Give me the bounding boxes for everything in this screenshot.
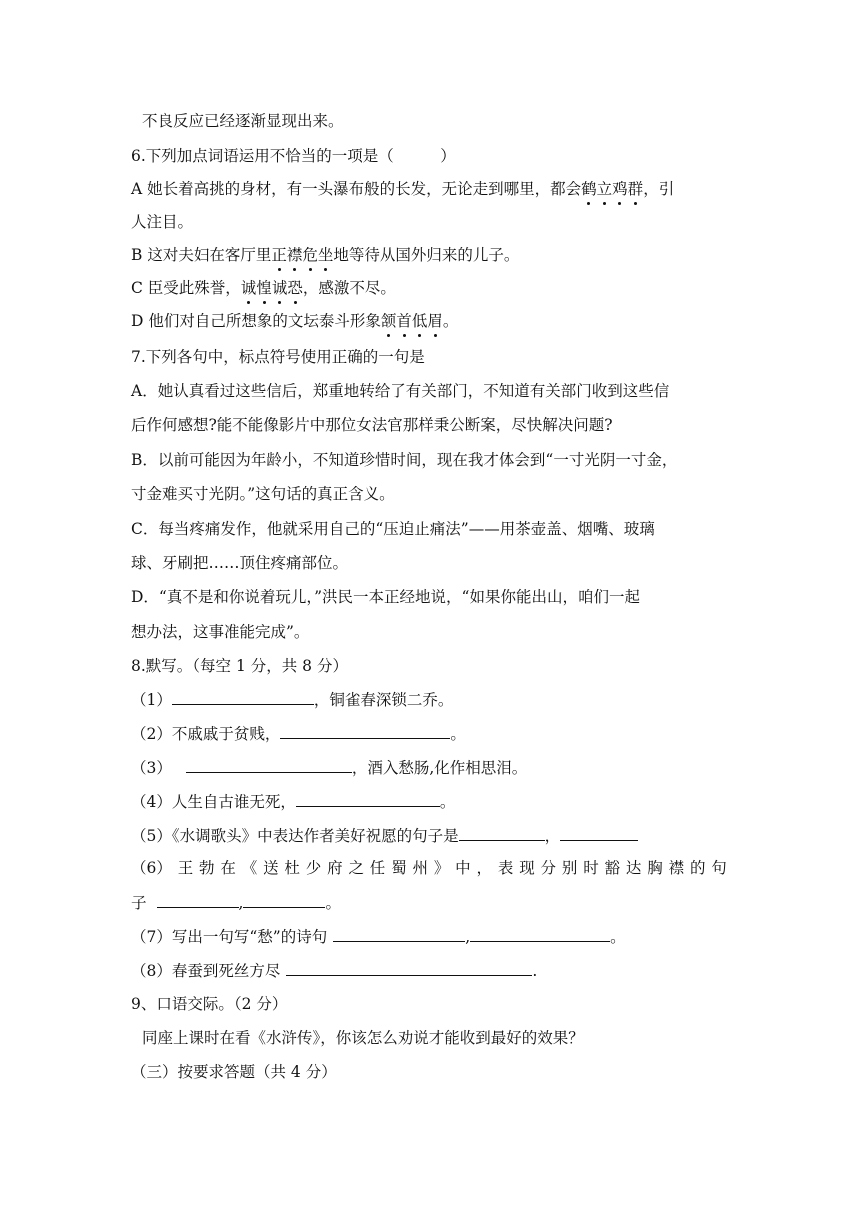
- item-text: ，酒入愁肠,化作相思泪。: [351, 759, 528, 777]
- item-label: （1）: [131, 691, 172, 709]
- option-text: C 臣受此殊誉，: [131, 279, 241, 297]
- answer-blank[interactable]: [172, 688, 314, 705]
- item-text: .: [532, 962, 538, 980]
- option-text: ，感激不尽。: [302, 279, 396, 297]
- item-text: 。: [439, 793, 456, 811]
- item-text: （7）写出一句写“愁”的诗句: [131, 928, 328, 946]
- question-7-stem: 7.下列各句中，标点符号使用正确的一句是: [131, 348, 425, 366]
- option-text: A 她长着高挑的身材，有一头瀑布般的长发，无论走到哪里，都会: [131, 180, 582, 198]
- q8-item-4: [131, 790, 455, 813]
- option-text: D 他们对自己所想象的文坛泰斗形象: [131, 312, 381, 330]
- q6-option-a-continued: 人注目。: [131, 213, 194, 231]
- q7-option-a-continued: 后作何感想?能不能像影片中那位女法官那样秉公断案，尽快解决问题?: [131, 416, 613, 434]
- q7-option-d: D．“真不是和你说着玩儿，”洪民一本正经地说，“如果你能出山，咱们一起: [131, 588, 640, 606]
- item-text: ,: [238, 894, 244, 912]
- q6-option-d: [131, 310, 458, 332]
- dotted-phrase: 鹤立鸡群: [581, 180, 644, 198]
- item-text: 。: [450, 725, 466, 743]
- q7-option-a: A．她认真看过这些信后，郑重地转给了有关部门，不知道有关部门收到这些信: [131, 382, 670, 400]
- q8-item-1: [131, 688, 453, 711]
- answer-blank[interactable]: [280, 722, 450, 739]
- q6-option-c: [131, 277, 396, 299]
- q6-option-a: [131, 178, 674, 200]
- q8-item-6-continued: [131, 891, 341, 914]
- q7-option-b: B．以前可能因为年龄小，不知道珍惜时间，现在我才体会到“一寸光阴一寸金，: [131, 451, 678, 469]
- answer-blank[interactable]: [459, 824, 545, 841]
- answer-blank[interactable]: [286, 959, 532, 976]
- answer-blank[interactable]: [296, 790, 440, 807]
- question-8-stem: 8.默写。（每空 1 分，共 8 分）: [131, 657, 348, 675]
- item-text: （5）《水调歌头》中表达作者美好祝愿的句子是: [131, 827, 459, 845]
- item-text: 子: [131, 894, 147, 912]
- q7-option-b-continued: 寸金难买寸光阴。”这句话的真正含义。: [131, 485, 395, 503]
- q8-item-8: [131, 959, 537, 982]
- answer-blank[interactable]: [243, 891, 325, 908]
- option-text: B 这对夫妇在客厅里: [131, 246, 272, 264]
- q8-item-7: [131, 925, 626, 948]
- q8-item-5: [131, 824, 638, 847]
- q9-prompt: 同座上课时在看《水浒传》，你该怎么劝说才能收到最好的效果？: [142, 1029, 584, 1047]
- text-line: 不良反应已经逐渐显现出来。: [142, 112, 344, 130]
- item-text: 。: [325, 894, 341, 912]
- q7-option-c-continued: 球、牙刷把……顶住疼痛部位。: [131, 554, 349, 572]
- question-9-stem: 9、口语交际。（2 分）: [131, 995, 288, 1013]
- option-text: 地等待从国外归来的儿子。: [333, 246, 520, 264]
- item-text: ，铜雀春深锁二乔。: [313, 691, 454, 709]
- question-6-stem: 6.下列加点词语运用不恰当的一项是（ ）: [131, 147, 456, 165]
- item-text: （8）春蚕到死丝方尽: [131, 962, 281, 980]
- q8-item-3: [131, 756, 527, 779]
- answer-blank[interactable]: [333, 925, 465, 942]
- answer-blank[interactable]: [157, 891, 239, 908]
- option-text: ，引: [643, 180, 675, 198]
- answer-blank[interactable]: [470, 925, 610, 942]
- q7-option-d-continued: 想办法，这事准能完成”。: [131, 623, 310, 641]
- item-text: ,: [465, 928, 471, 946]
- option-text: 。: [442, 312, 459, 330]
- q7-option-c: C．每当疼痛发作，他就采用自己的“压迫止痛法”——用茶壶盖、烟嘴、玻璃: [131, 520, 655, 538]
- dotted-phrase: 颔首低眉: [380, 312, 443, 330]
- item-label: （3）: [131, 759, 172, 777]
- item-text: ，: [544, 827, 561, 845]
- answer-blank[interactable]: [186, 756, 352, 773]
- answer-blank[interactable]: [560, 824, 638, 841]
- section-3-heading: （三）按要求答题（共 4 分）: [131, 1063, 337, 1081]
- dotted-phrase: 正襟危坐: [271, 246, 334, 264]
- q8-item-6: （6） 王 勃 在 《 送 杜 少 府 之 任 蜀 州 》 中 ， 表 现 分 别 时 豁 达 胸 襟 的 句: [131, 859, 727, 877]
- dotted-phrase: 诚惶诚恐: [240, 279, 303, 297]
- q6-option-b: [131, 244, 519, 266]
- item-text: 。: [610, 928, 626, 946]
- item-text: （4）人生自古谁无死，: [131, 793, 296, 811]
- q8-item-2: [131, 722, 466, 745]
- item-text: （2）不戚戚于贫贱，: [131, 725, 281, 743]
